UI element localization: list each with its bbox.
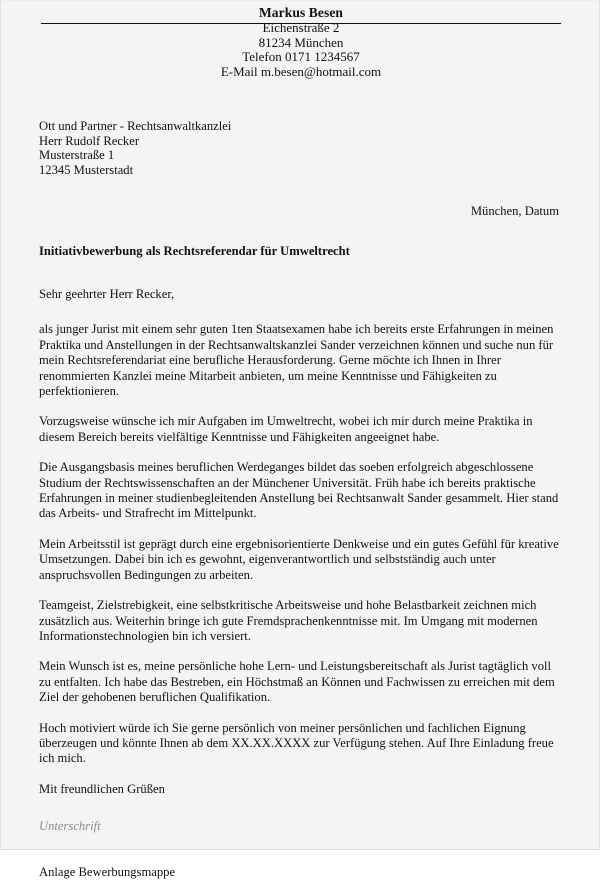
letterhead bbox=[1, 5, 601, 79]
sender-name: Markus Besen bbox=[258, 5, 344, 20]
body-paragraph: Mein Arbeitsstil ist geprägt durch eine ergebnisorientierte Denkweise und ein gutes Gefühl für kreative Umsetzungen. Dabei bin ich es gewohnt, eigenverantwortlich und selbstständig auch unter anspruchsvollen Bedingungen zu arbeiten. bbox=[39, 536, 559, 582]
sender-street: Eichenstraße 2 bbox=[262, 20, 340, 35]
body-paragraph: Hoch motiviert würde ich Sie gerne persönlich von meiner persönlichen und fachlichen Eignung überzeugen und könnte Ihnen ab dem XX.XX.XXXX zur Verfügung stehen. Auf Ihre Einladung freue ich mich. bbox=[39, 720, 554, 766]
recipient-person: Herr Rudolf Recker bbox=[39, 133, 140, 148]
subject-line: Initiativbewerbung als Rechtsreferendar für Umweltrecht bbox=[39, 244, 350, 258]
recipient-address-block bbox=[39, 119, 231, 177]
sender-contact-block bbox=[1, 21, 601, 79]
recipient-street: Musterstraße 1 bbox=[39, 148, 115, 163]
letterhead-divider bbox=[41, 23, 561, 24]
enclosure-line: Anlage Bewerbungsmappe bbox=[39, 864, 176, 879]
body-paragraph: als junger Jurist mit einem sehr guten 1ten Staatsexamen habe ich bereits erste Erfahrungen in meinen Praktika und Anstellungen in der Rechtsanwaltskanzlei Sander verzeichnen können und suche nun für mein Rechtsreferendariat eine berufliche Herausforderung. Gerne möchte ich Ihnen in Ihrer renommierten Kanzlei meine Mitarbeit anbieten, um meine Kenntnisse und Fähigkeiten zu perfektionieren. bbox=[39, 322, 554, 399]
sender-city: 81234 München bbox=[258, 34, 344, 50]
closing-line: Mit freundlichen Grüßen bbox=[39, 781, 165, 796]
recipient-company: Ott und Partner - Rechtsanwaltkanzlei bbox=[39, 119, 232, 133]
sender-email: E-Mail m.besen@hotmail.com bbox=[220, 63, 382, 79]
letter-body bbox=[39, 287, 561, 880]
recipient-city: 12345 Musterstadt bbox=[39, 162, 134, 177]
signature-placeholder: Unterschrift bbox=[39, 819, 101, 834]
body-paragraph: Vorzugsweise wünsche ich mir Aufgaben im Umweltrecht, wobei ich mir durch meine Praktika in diesem Bereich bereits vielfältige Kenntnisse und Fähigkeiten angeeignet habe. bbox=[39, 414, 533, 444]
sender-phone: Telefon 0171 1234567 bbox=[242, 49, 360, 65]
salutation: Sehr geehrter Herr Recker, bbox=[39, 287, 175, 301]
body-paragraph: Mein Wunsch ist es, meine persönliche hohe Lern- und Leistungsbereitschaft als Jurist tagtäglich voll zu entfalten. Ich habe das Bestreben, ein Höchstmaß an Können und Fachwissen zu erreichen mit dem Ziel der gehobenen beruflichen Qualifikation. bbox=[39, 659, 555, 705]
body-paragraph: Teamgeist, Zielstrebigkeit, eine selbstkritische Arbeitsweise und hohe Belastbarkeit zeichnen mich zusätzlich aus. Weiterhin bringe ich gute Fremdsprachenkenntnisse mit. Im Umgang mit modernen Informationstechnologien bin ich versiert. bbox=[39, 598, 538, 643]
body-paragraph: Die Ausgangsbasis meines beruflichen Werdeganges bildet das soeben erfolgreich abgeschlossene Studium der Rechtswissenschaften an der Münchener Universität. Früh habe ich bereits praktische Erfahrungen in meiner studienbegleitenden Anstellung bei Rechtsanwalt Sander gesammelt. Hier stand das Arbeits- und Strafrecht im Mittelpunkt. bbox=[39, 460, 559, 521]
dateline: München, Datum bbox=[470, 204, 559, 218]
